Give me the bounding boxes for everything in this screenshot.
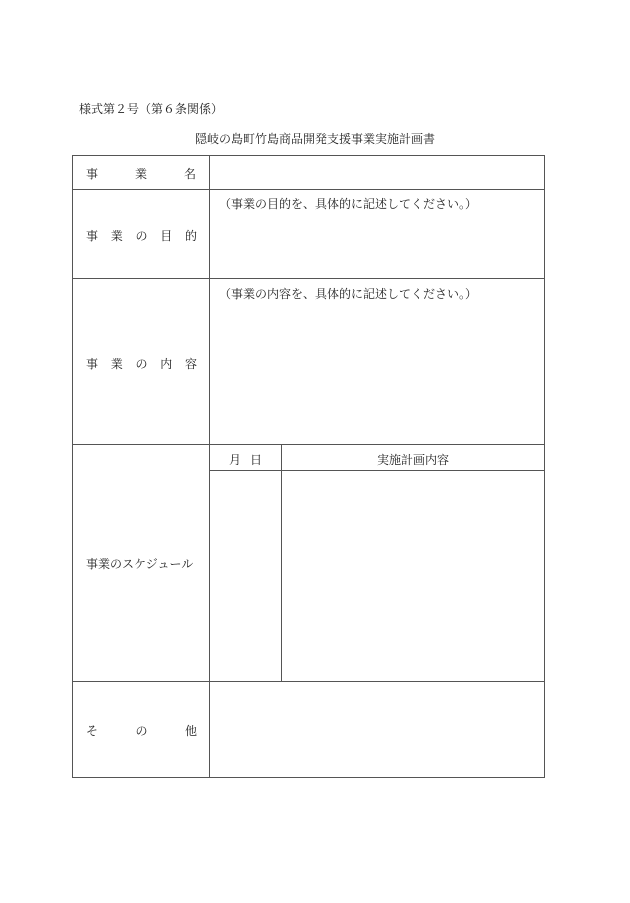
char: 他 <box>184 724 197 738</box>
char: 業 <box>134 167 147 181</box>
label-schedule: 事業のスケジュール <box>86 557 194 571</box>
char: 月 <box>229 453 242 467</box>
row-divider <box>72 278 545 279</box>
char: 事 <box>86 357 99 371</box>
table-border <box>544 155 545 778</box>
label-project-name <box>86 165 196 182</box>
schedule-column-divider <box>281 444 282 681</box>
col-plan-header: 実施計画内容 <box>376 453 449 467</box>
table-border <box>72 155 545 156</box>
row-divider <box>72 189 545 190</box>
char: 業 <box>110 357 123 371</box>
project-name-field[interactable] <box>211 157 543 188</box>
label-column-divider <box>209 155 210 778</box>
content-hint[interactable]: （事業の内容を、具体的に記述してください。） <box>219 287 478 301</box>
row-divider <box>72 444 545 445</box>
row-divider <box>72 681 545 682</box>
char: 内 <box>160 357 173 371</box>
form-number: 様式第２号（第６条関係） <box>79 102 224 116</box>
char: そ <box>86 724 99 738</box>
char: の <box>135 724 148 738</box>
label-content <box>86 355 197 372</box>
label-purpose <box>86 227 197 244</box>
table-border <box>72 155 73 778</box>
schedule-header-divider <box>209 470 545 471</box>
char: 名 <box>183 167 196 181</box>
schedule-plan-field[interactable] <box>283 472 543 680</box>
document-title: 隠岐の島町竹島商品開発支援事業実施計画書 <box>194 132 435 146</box>
schedule-date-field[interactable] <box>211 472 280 680</box>
purpose-hint[interactable]: （事業の目的を、具体的に記述してください。） <box>219 197 478 211</box>
char: 業 <box>110 229 123 243</box>
other-field[interactable] <box>211 683 543 776</box>
char: 事 <box>86 229 99 243</box>
char: の <box>135 357 148 371</box>
char: 事 <box>86 167 99 181</box>
char: 目 <box>160 229 173 243</box>
char: 日 <box>249 453 262 467</box>
label-other <box>86 722 197 739</box>
col-date-header <box>229 451 262 468</box>
char: 的 <box>184 229 197 243</box>
char: の <box>135 229 148 243</box>
char: 容 <box>184 357 197 371</box>
table-border <box>72 777 545 778</box>
